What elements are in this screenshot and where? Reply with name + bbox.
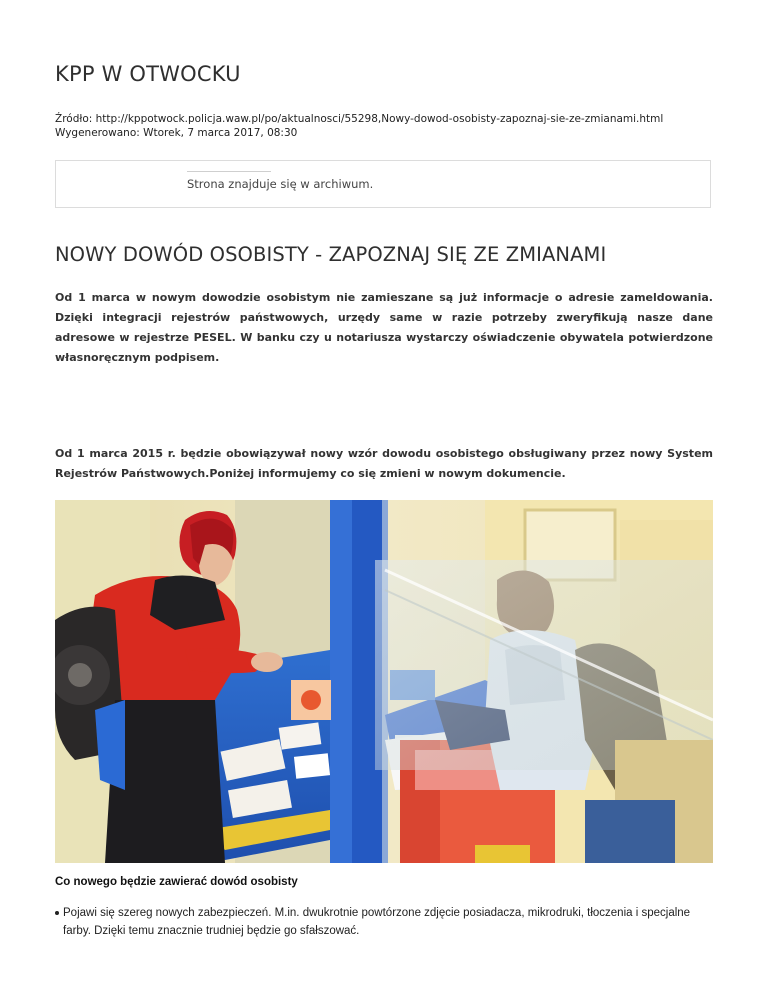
site-title: KPP W OTWOCKU: [55, 62, 241, 86]
list-item: [55, 904, 715, 940]
article-intro-paragraph: Od 1 marca 2015 r. będzie obowiązywał nowy wzór dowodu osobistego obsługiwany przez nowy System Rejestrów Państwowych.Poniżej informujemy co się zmieni w nowym dokumencie.: [55, 447, 713, 480]
list-item-text: Pojawi się szereg nowych zabezpieczeń. M.in. dwukrotnie powtórzone zdjęcie posiadacza, mikrodruki, tłoczenia i specjalne farby. Dzięki temu znacznie trudniej będzie go sfałszować.: [63, 907, 691, 937]
bullet-icon: [55, 911, 59, 915]
document-meta: [55, 112, 663, 140]
article-photo: [55, 500, 713, 863]
generated-date-line: Wygenerowano: Wtorek, 7 marca 2017, 08:30: [55, 127, 298, 139]
archive-notice-box: [55, 160, 711, 208]
article-lead: Od 1 marca w nowym dowodzie osobistym nie zamieszane są już informacje o adresie zameldowania. Dzięki integracji rejestrów państwowych, urzędy same w razie potrzeby zweryfikują nasze dane adresowe w rejestrze PESEL. W banku czy u notariusza wystarczy oświadczenie obywatela potwierdzone własnoręcznym podpisem.: [55, 291, 713, 364]
source-url-line: Źródło: http://kppotwock.policja.waw.pl/po/aktualnosci/55298,Nowy-dowod-osobisty-zapoznaj-sie-ze-zmianami.html: [55, 113, 664, 125]
archive-divider: [187, 171, 271, 172]
archive-notice-text: Strona znajduje się w archiwum.: [187, 177, 374, 191]
section-heading: Co nowego będzie zawierać dowód osobisty: [55, 876, 298, 888]
article-title: NOWY DOWÓD OSOBISTY - ZAPOZNAJ SIĘ ZE ZMIANAMI: [55, 243, 607, 266]
feature-list: [55, 904, 715, 940]
